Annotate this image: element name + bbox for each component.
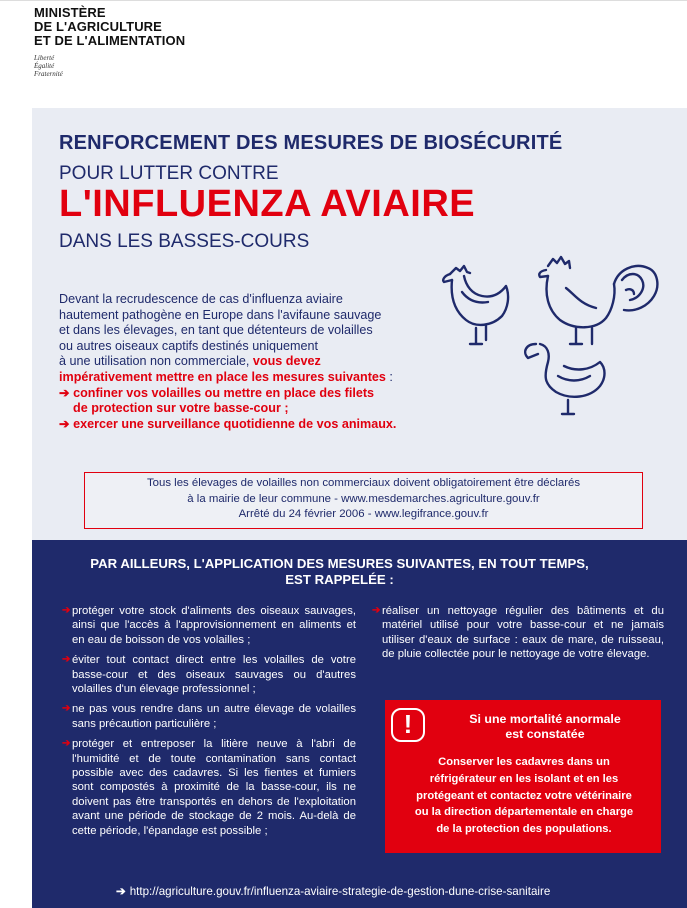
intro-line: et dans les élevages, en tant que détenteurs de volailles	[59, 323, 373, 338]
intro-text	[59, 292, 439, 432]
list-item: ➔ réaliser un nettoyage régulier des bâtiments et du matériel utilisé pour votre basse-cour et ne jamais utiliser d'eaux de surface : eaux de mare, de ruisseau, de pluie collectée pour le nettoyage de votre élevage.	[372, 605, 664, 661]
notice-line: Tous les élevages de volailles non commerciaux doivent obligatoirement être déclarés	[146, 477, 581, 489]
ministry-line: DE L'AGRICULTURE	[34, 19, 162, 34]
ministry-logo	[34, 6, 185, 48]
arrow-right-icon: ➔	[62, 738, 71, 750]
intro-emphasis: vous devez	[252, 354, 321, 369]
motto-line: Égalité	[34, 62, 55, 70]
arrow-right-icon: ➔	[62, 703, 71, 715]
alert-title: Si une mortalité anormale est constatée	[469, 712, 621, 741]
arrow-right-icon: ➔	[59, 385, 70, 400]
alert-body: Conserver les cadavres dans un réfrigérateur en les isolant et en les protégeant et contactez votre vétérinaire ou la direction départementale en charge de la protection des populations.	[414, 756, 634, 836]
arrow-right-icon: ➔	[62, 654, 71, 666]
title-line-4: DANS LES BASSES-COURS	[59, 231, 310, 252]
measures-left-column	[62, 604, 356, 844]
notice-line: Arrêté du 24 février 2006 - www.legifrance.gouv.fr	[238, 508, 489, 520]
bottom-title-line: PAR AILLEURS, L'APPLICATION DES MESURES SUIVANTES, EN TOUT TEMPS,	[90, 556, 589, 571]
rooster-icon	[539, 257, 657, 344]
intro-colon: :	[385, 369, 393, 384]
notice-line: à la mairie de leur commune - www.mesdemarches.agriculture.gouv.fr	[187, 492, 540, 505]
list-item: ➔ protéger votre stock d'aliments des oiseaux sauvages, ainsi que l'accès à l'approvisionnement en aliments et en eau de boisson de vos volailles ;	[62, 605, 356, 646]
intro-line: hautement pathogène en Europe dans l'avifaune sauvage	[59, 307, 382, 322]
title-line-1: RENFORCEMENT DES MESURES DE BIOSÉCURITÉ	[59, 132, 563, 154]
bottom-title	[32, 556, 647, 588]
bottom-panel	[32, 540, 687, 908]
exclamation-icon: !	[391, 708, 425, 742]
intro-line: Devant la recrudescence de cas d'influenza aviaire	[59, 292, 343, 306]
arrow-right-icon: ➔	[372, 605, 381, 616]
motto-line: Liberté	[34, 54, 55, 62]
list-item: ➔ éviter tout contact direct entre les volailles de votre basse-cour et des oiseaux sauvages ou d'autres volailles d'un élevage professionnel ;	[62, 654, 356, 696]
measures-right-column	[372, 604, 664, 668]
intro-bullet-1: ➔ confiner vos volailles ou mettre en place des filets	[59, 385, 375, 400]
republic-motto	[34, 54, 63, 78]
intro-line: à une utilisation non commerciale,	[59, 354, 253, 369]
title-line-3: L'INFLUENZA AVIAIRE	[59, 183, 476, 225]
strategy-link[interactable]	[116, 884, 550, 898]
bottom-title-line: EST RAPPELÉE :	[285, 572, 394, 587]
intro-emphasis: impérativement mettre en place les mesures suivantes	[59, 369, 386, 384]
arrow-right-icon: ➔	[62, 605, 71, 616]
intro-line: ou autres oiseaux captifs destinés uniquement	[59, 338, 319, 353]
arrow-right-icon: ➔	[59, 416, 70, 431]
list-item: ➔ protéger et entreposer la litière neuve à l'abri de l'humidité et de toute contamination sans contact possible avec des cadavres. Si les fientes et fumiers sont compostés à proximité de la basse-cour, ils ne doivent pas être transportés en dehors de l'exploitation avant une période de stockage de 2 mois. Au-delà de cette période, l'épandage est possible ;	[62, 738, 356, 837]
chicken-icon	[443, 266, 508, 344]
top-panel	[32, 108, 687, 540]
mortality-alert-box	[385, 700, 661, 853]
link-url[interactable]: http://agriculture.gouv.fr/influenza-aviaire-strategie-de-gestion-dune-crise-sanitaire	[129, 885, 551, 898]
arrow-right-icon: ➔	[116, 885, 126, 898]
ministry-line: ET DE L'ALIMENTATION	[34, 33, 186, 48]
declaration-notice	[84, 472, 643, 529]
intro-bullet-2: ➔ exercer une surveillance quotidienne de vos animaux.	[59, 416, 397, 431]
motto-line: Fraternité	[34, 70, 63, 78]
poultry-illustration	[436, 248, 666, 428]
duck-icon	[525, 344, 604, 414]
intro-bullet-1-cont: de protection sur votre basse-cour ;	[73, 401, 289, 416]
list-item: ➔ ne pas vous rendre dans un autre élevage de volailles sans précaution particulière ;	[62, 703, 356, 730]
header	[0, 0, 687, 108]
ministry-line: MINISTÈRE	[34, 5, 106, 20]
title-line-2: POUR LUTTER CONTRE	[59, 163, 279, 184]
